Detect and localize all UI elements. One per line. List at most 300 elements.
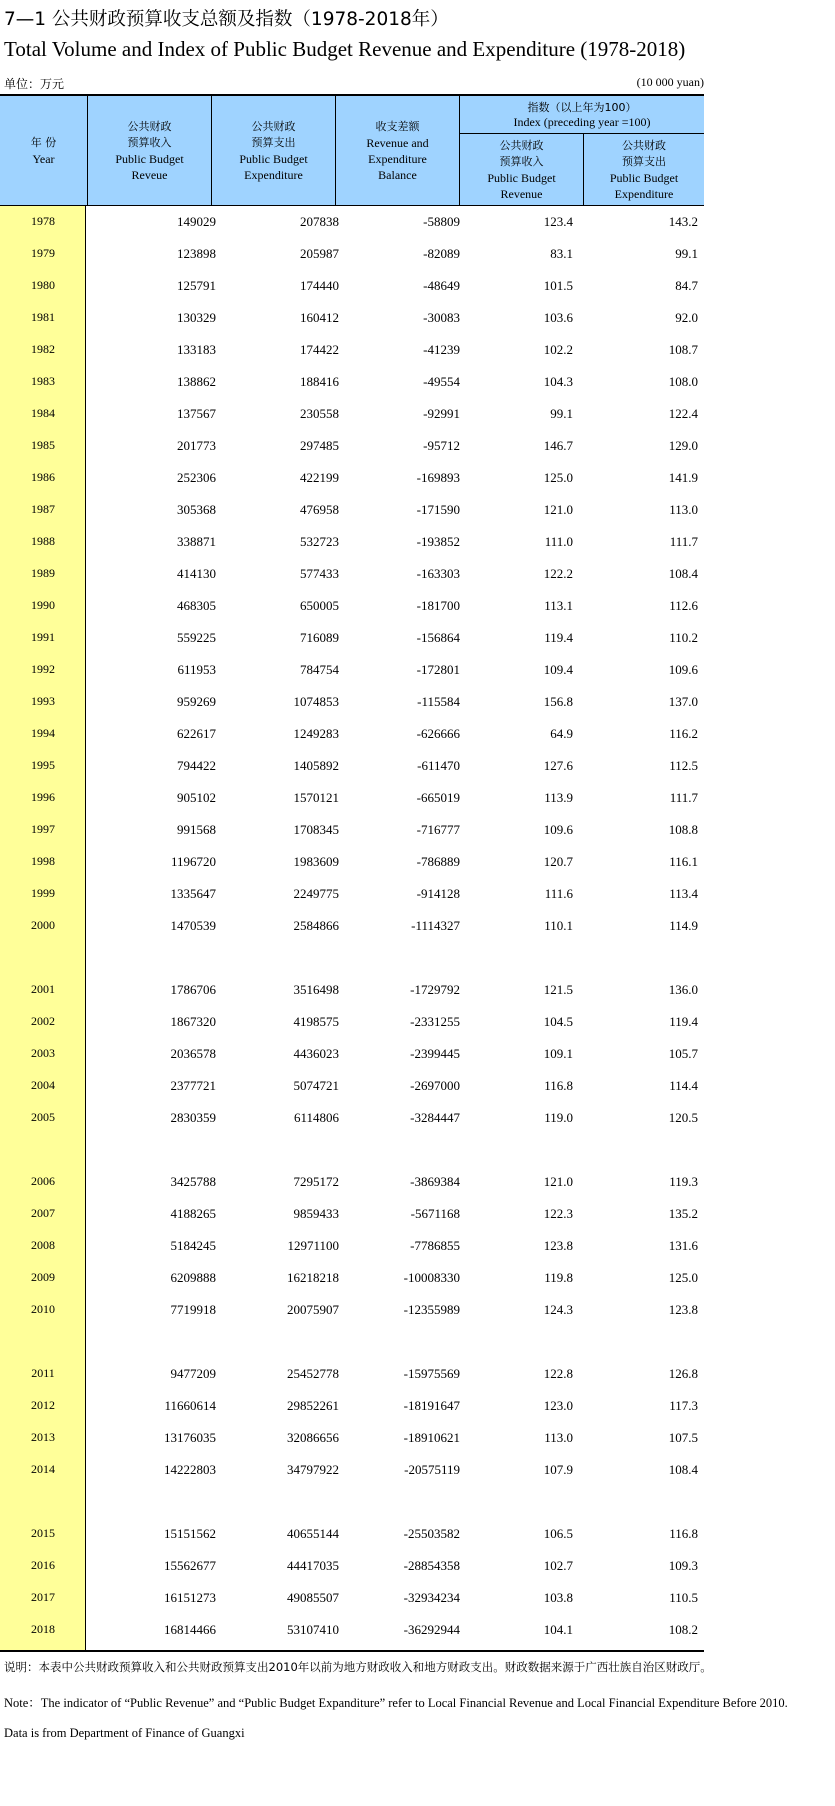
cell-expenditure: 188416 (300, 374, 339, 389)
table-row (0, 1614, 704, 1646)
cell-balance: -163303 (416, 566, 460, 581)
cell-index-expenditure: 109.6 (668, 662, 698, 677)
cell-expenditure: 532723 (300, 534, 339, 549)
cell-index-revenue: 109.4 (543, 662, 573, 677)
header-revenue (87, 96, 211, 206)
table-row (0, 1390, 704, 1422)
table-row (0, 878, 704, 910)
cell-year: 2015 (31, 1526, 55, 1540)
table-row (0, 238, 704, 270)
cell-revenue: 338871 (177, 534, 216, 549)
cell-balance: -1114327 (411, 918, 460, 933)
cell-revenue: 123898 (177, 246, 216, 261)
cell-balance: -2331255 (410, 1014, 460, 1029)
cell-balance: -20575119 (404, 1462, 460, 1477)
cell-balance: -15975569 (403, 1366, 460, 1381)
cell-index-expenditure: 126.8 (668, 1366, 698, 1381)
cell-index-expenditure: 116.8 (669, 1526, 698, 1541)
cell-year: 1981 (31, 310, 55, 324)
cell-revenue: 2377721 (170, 1078, 216, 1093)
cell-revenue: 2036578 (170, 1046, 216, 1061)
cell-balance: -193852 (416, 534, 460, 549)
cell-expenditure: 20075907 (287, 1302, 339, 1317)
header-index-revenue-cn-2: 预算收入 (499, 155, 544, 168)
header-expenditure-cn-2: 预算支出 (251, 136, 296, 149)
cell-index-expenditure: 135.2 (668, 1206, 698, 1221)
cell-year: 1989 (31, 566, 55, 580)
cell-year: 1992 (31, 662, 55, 676)
header-balance (335, 96, 459, 206)
cell-index-expenditure: 114.9 (669, 918, 698, 933)
table-bottom-rule (0, 1650, 704, 1652)
cell-expenditure: 1708345 (293, 822, 339, 837)
header-expenditure-cn-1: 公共财政 (251, 120, 296, 133)
table-row (0, 494, 704, 526)
cell-balance: -10008330 (403, 1270, 460, 1285)
table-row (0, 1422, 704, 1454)
cell-year: 2008 (31, 1238, 55, 1252)
cell-index-expenditure: 136.0 (668, 982, 698, 997)
cell-index-expenditure: 110.2 (669, 630, 698, 645)
cell-index-revenue: 104.3 (543, 374, 573, 389)
cell-index-expenditure: 122.4 (668, 406, 698, 421)
table-row (0, 526, 704, 558)
cell-year: 1978 (31, 214, 55, 228)
cell-index-revenue: 123.0 (543, 1398, 573, 1413)
cell-revenue: 133183 (177, 342, 216, 357)
cell-index-expenditure: 111.7 (669, 790, 698, 805)
table-row (0, 398, 704, 430)
note-cn: 说明：本表中公共财政预算收入和公共财政预算支出2010年以前为地方财政收入和地方财政支出。财政数据来源于广西壮族自治区财政厅。 (4, 1660, 712, 1674)
cell-revenue: 1470539 (170, 918, 216, 933)
cell-year: 1990 (31, 598, 55, 612)
cell-expenditure: 1570121 (293, 790, 339, 805)
cell-year: 1983 (31, 374, 55, 388)
header-index-expenditure-en-1: Public Budget (609, 171, 679, 185)
cell-revenue: 11660614 (164, 1398, 216, 1413)
cell-index-expenditure: 111.7 (669, 534, 698, 549)
header-year-cn: 年 份 (30, 136, 57, 149)
cell-balance: -7786855 (410, 1238, 460, 1253)
unit-label-cn: 单位：万元 (4, 77, 65, 91)
cell-expenditure: 207838 (300, 214, 339, 229)
cell-year: 2004 (31, 1078, 55, 1092)
cell-balance: -95712 (423, 438, 460, 453)
cell-year: 1988 (31, 534, 55, 548)
cell-revenue: 905102 (177, 790, 216, 805)
cell-expenditure: 44417035 (287, 1558, 339, 1573)
cell-expenditure: 34797922 (287, 1462, 339, 1477)
cell-index-revenue: 124.3 (543, 1302, 573, 1317)
header-expenditure-en-1: Public Budget (239, 152, 308, 166)
cell-balance: -3284447 (410, 1110, 460, 1125)
table-row (0, 1038, 704, 1070)
cell-index-revenue: 109.6 (543, 822, 573, 837)
header-revenue-cn-1: 公共财政 (127, 120, 172, 133)
cell-balance: -36292944 (403, 1622, 460, 1637)
cell-revenue: 1786706 (170, 982, 216, 997)
cell-revenue: 3425788 (170, 1174, 216, 1189)
cell-balance: -626666 (416, 726, 460, 741)
cell-index-expenditure: 120.5 (668, 1110, 698, 1125)
table-row (0, 622, 704, 654)
cell-index-revenue: 125.0 (543, 470, 573, 485)
cell-expenditure: 40655144 (287, 1526, 339, 1541)
cell-revenue: 4188265 (170, 1206, 216, 1221)
table-row (0, 1102, 704, 1134)
cell-revenue: 414130 (177, 566, 216, 581)
cell-year: 1982 (31, 342, 55, 356)
cell-expenditure: 9859433 (293, 1206, 339, 1221)
cell-revenue: 138862 (177, 374, 216, 389)
table-row (0, 654, 704, 686)
cell-balance: -49554 (423, 374, 460, 389)
cell-index-revenue: 119.8 (544, 1270, 573, 1285)
table-row (0, 686, 704, 718)
cell-index-revenue: 111.0 (544, 534, 573, 549)
cell-balance: -5671168 (410, 1206, 460, 1221)
table-row (0, 846, 704, 878)
cell-index-expenditure: 108.7 (668, 342, 698, 357)
cell-index-revenue: 104.5 (543, 1014, 573, 1029)
cell-balance: -41239 (423, 342, 460, 357)
table-row (0, 366, 704, 398)
table-row (0, 1294, 704, 1326)
cell-revenue: 15151562 (164, 1526, 216, 1541)
header-year-en: Year (32, 152, 55, 166)
cell-index-expenditure: 108.8 (668, 822, 698, 837)
cell-index-expenditure: 84.7 (675, 278, 698, 293)
cell-year: 1994 (31, 726, 55, 740)
cell-year: 1993 (31, 694, 55, 708)
cell-year: 2013 (31, 1430, 55, 1444)
header-revenue-cn-2: 预算收入 (127, 136, 172, 149)
cell-balance: -30083 (423, 310, 460, 325)
cell-revenue: 305368 (177, 502, 216, 517)
header-index-revenue-en-2: Revenue (500, 187, 543, 201)
cell-revenue: 14222803 (164, 1462, 216, 1477)
cell-revenue: 5184245 (170, 1238, 216, 1253)
table-row (0, 462, 704, 494)
cell-revenue: 959269 (177, 694, 216, 709)
cell-expenditure: 4436023 (293, 1046, 339, 1061)
cell-index-expenditure: 113.4 (669, 886, 698, 901)
cell-year: 1980 (31, 278, 55, 292)
cell-index-expenditure: 114.4 (669, 1078, 698, 1093)
header-index-revenue (459, 134, 583, 206)
cell-expenditure: 476958 (300, 502, 339, 517)
cell-index-revenue: 113.1 (544, 598, 573, 613)
cell-expenditure: 6114806 (293, 1110, 339, 1125)
cell-revenue: 2830359 (170, 1110, 216, 1125)
cell-year: 2001 (31, 982, 55, 996)
cell-balance: -169893 (416, 470, 460, 485)
cell-index-revenue: 104.1 (543, 1622, 573, 1637)
cell-year: 1984 (31, 406, 55, 420)
cell-expenditure: 32086656 (287, 1430, 339, 1445)
cell-revenue: 6209888 (170, 1270, 216, 1285)
cell-year: 1979 (31, 246, 55, 260)
header-index-expenditure-cn-1: 公共财政 (622, 139, 666, 152)
cell-index-revenue: 107.9 (543, 1462, 573, 1477)
cell-balance: -181700 (416, 598, 460, 613)
table-row (0, 974, 704, 1006)
cell-balance: -2697000 (410, 1078, 460, 1093)
cell-index-revenue: 123.4 (543, 214, 573, 229)
cell-index-revenue: 119.4 (544, 630, 573, 645)
cell-index-revenue: 122.8 (543, 1366, 573, 1381)
cell-index-expenditure: 131.6 (668, 1238, 698, 1253)
header-balance-en-2: Expenditure (368, 152, 427, 166)
page-title-en: Total Volume and Index of Public Budget Revenue and Expenditure (1978-2018) (4, 37, 686, 61)
cell-expenditure: 1249283 (293, 726, 339, 741)
cell-balance: -48649 (423, 278, 460, 293)
table-row (0, 1582, 704, 1614)
table-row (0, 910, 704, 942)
cell-index-revenue: 106.5 (543, 1526, 573, 1541)
cell-index-expenditure: 113.0 (669, 502, 698, 517)
cell-index-expenditure: 99.1 (675, 246, 698, 261)
cell-expenditure: 297485 (300, 438, 339, 453)
cell-balance: -25503582 (403, 1526, 460, 1541)
cell-index-revenue: 120.7 (543, 854, 573, 869)
cell-revenue: 991568 (177, 822, 216, 837)
cell-index-expenditure: 123.8 (668, 1302, 698, 1317)
cell-index-expenditure: 112.6 (669, 598, 698, 613)
cell-expenditure: 577433 (300, 566, 339, 581)
cell-year: 2000 (31, 918, 55, 932)
cell-index-revenue: 127.6 (543, 758, 573, 773)
table-row (0, 782, 704, 814)
cell-revenue: 1867320 (170, 1014, 216, 1029)
cell-balance: -82089 (423, 246, 460, 261)
cell-expenditure: 784754 (300, 662, 339, 677)
header-expenditure (211, 96, 335, 206)
cell-index-revenue: 103.8 (543, 1590, 573, 1605)
cell-revenue: 16814466 (164, 1622, 216, 1637)
cell-expenditure: 4198575 (293, 1014, 339, 1029)
cell-revenue: 13176035 (164, 1430, 216, 1445)
cell-index-expenditure: 117.3 (669, 1398, 698, 1413)
cell-expenditure: 12971100 (287, 1238, 339, 1253)
cell-index-revenue: 119.0 (544, 1110, 573, 1125)
table-row (0, 1454, 704, 1486)
header-revenue-en-2: Reveue (131, 168, 168, 182)
cell-revenue: 130329 (177, 310, 216, 325)
cell-index-revenue: 121.5 (543, 982, 573, 997)
cell-balance: -3869384 (410, 1174, 460, 1189)
table-row (0, 1518, 704, 1550)
cell-expenditure: 230558 (300, 406, 339, 421)
cell-index-revenue: 64.9 (550, 726, 573, 741)
note-en: Note：The indicator of “Public Revenue” and “Public Budget Expanditure” refer to Local Financial Revenue and Local Financial Expenditure Before 2010. (4, 1696, 788, 1710)
cell-expenditure: 422199 (300, 470, 339, 485)
cell-revenue: 468305 (177, 598, 216, 613)
cell-revenue: 125791 (177, 278, 216, 293)
cell-index-revenue: 113.9 (544, 790, 573, 805)
cell-year: 2014 (31, 1462, 55, 1476)
cell-balance: -28854358 (403, 1558, 460, 1573)
cell-expenditure: 205987 (300, 246, 339, 261)
cell-expenditure: 174440 (300, 278, 339, 293)
cell-year: 2017 (31, 1590, 55, 1604)
cell-revenue: 559225 (177, 630, 216, 645)
cell-balance: -1729792 (410, 982, 460, 997)
cell-expenditure: 29852261 (287, 1398, 339, 1413)
header-expenditure-en-2: Expenditure (244, 168, 303, 182)
cell-index-revenue: 146.7 (543, 438, 573, 453)
cell-year: 1998 (31, 854, 55, 868)
cell-revenue: 252306 (177, 470, 216, 485)
table-row (0, 302, 704, 334)
cell-index-revenue: 99.1 (550, 406, 573, 421)
cell-revenue: 201773 (177, 438, 216, 453)
cell-balance: -115584 (417, 694, 460, 709)
cell-expenditure: 7295172 (293, 1174, 339, 1189)
cell-index-revenue: 113.0 (544, 1430, 573, 1445)
cell-revenue: 7719918 (170, 1302, 216, 1317)
cell-index-expenditure: 108.2 (668, 1622, 698, 1637)
cell-index-revenue: 123.8 (543, 1238, 573, 1253)
cell-index-revenue: 103.6 (543, 310, 573, 325)
cell-year: 2018 (31, 1622, 55, 1636)
cell-year: 2012 (31, 1398, 55, 1412)
cell-revenue: 137567 (177, 406, 216, 421)
header-balance-cn: 收支差额 (375, 120, 420, 133)
header-index-revenue-cn-1: 公共财政 (499, 139, 544, 152)
cell-year: 2009 (31, 1270, 55, 1284)
cell-balance: -2399445 (410, 1046, 460, 1061)
cell-expenditure: 16218218 (287, 1270, 339, 1285)
table-row (0, 1230, 704, 1262)
cell-index-expenditure: 143.2 (668, 214, 698, 229)
cell-index-revenue: 122.3 (543, 1206, 573, 1221)
header-balance-en-3: Balance (378, 168, 417, 182)
cell-year: 1997 (31, 822, 55, 836)
header-index-revenue-en-1: Public Budget (487, 171, 556, 185)
cell-balance: -665019 (416, 790, 460, 805)
cell-revenue: 15562677 (164, 1558, 216, 1573)
cell-index-expenditure: 141.9 (668, 470, 698, 485)
cell-balance: -156864 (416, 630, 460, 645)
cell-expenditure: 3516498 (293, 982, 339, 997)
unit-label-en: (10 000 yuan) (636, 75, 704, 89)
header-index-expenditure (583, 134, 704, 206)
cell-index-expenditure: 109.3 (668, 1558, 698, 1573)
table-row (0, 1262, 704, 1294)
cell-revenue: 611953 (177, 662, 216, 677)
cell-year: 2016 (31, 1558, 55, 1572)
cell-index-revenue: 109.1 (543, 1046, 573, 1061)
cell-year: 1991 (31, 630, 55, 644)
cell-index-revenue: 111.6 (544, 886, 573, 901)
note-source: Data is from Department of Finance of Guangxi (4, 1726, 245, 1740)
header-year (0, 96, 87, 206)
cell-year: 2010 (31, 1302, 55, 1316)
cell-year: 1985 (31, 438, 55, 452)
cell-index-expenditure: 92.0 (675, 310, 698, 325)
cell-balance: -18910621 (403, 1430, 460, 1445)
cell-expenditure: 5074721 (293, 1078, 339, 1093)
cell-year: 2005 (31, 1110, 55, 1124)
cell-year: 2011 (31, 1366, 55, 1380)
header-index-cn: 指数（以上年为100） (527, 100, 637, 114)
table-row (0, 1006, 704, 1038)
table-row (0, 718, 704, 750)
table-row (0, 334, 704, 366)
cell-balance: -172801 (416, 662, 460, 677)
cell-year: 2007 (31, 1206, 55, 1220)
cell-index-revenue: 121.0 (543, 1174, 573, 1189)
header-revenue-en-1: Public Budget (115, 152, 184, 166)
cell-revenue: 9477209 (170, 1366, 216, 1381)
page-title-cn: 7—1 公共财政预算收支总额及指数（1978-2018年） (4, 9, 449, 30)
table-row (0, 558, 704, 590)
cell-balance: -32934234 (403, 1590, 460, 1605)
cell-expenditure: 716089 (300, 630, 339, 645)
cell-year: 1986 (31, 470, 55, 484)
cell-expenditure: 160412 (300, 310, 339, 325)
cell-expenditure: 650005 (300, 598, 339, 613)
header-index-group (459, 96, 704, 134)
cell-expenditure: 1074853 (293, 694, 339, 709)
cell-balance: -171590 (416, 502, 460, 517)
cell-balance: -18191647 (403, 1398, 460, 1413)
cell-revenue: 794422 (177, 758, 216, 773)
cell-year: 2002 (31, 1014, 55, 1028)
cell-year: 1995 (31, 758, 55, 772)
table-row (0, 1358, 704, 1390)
cell-index-expenditure: 119.3 (669, 1174, 698, 1189)
cell-expenditure: 2249775 (293, 886, 339, 901)
cell-index-expenditure: 116.2 (669, 726, 698, 741)
cell-balance: -716777 (416, 822, 460, 837)
cell-index-revenue: 102.2 (543, 342, 573, 357)
cell-index-expenditure: 137.0 (668, 694, 698, 709)
cell-index-revenue: 101.5 (543, 278, 573, 293)
cell-index-expenditure: 107.5 (668, 1430, 698, 1445)
table-row (0, 1166, 704, 1198)
cell-index-revenue: 156.8 (543, 694, 573, 709)
cell-year: 2003 (31, 1046, 55, 1060)
table-header (0, 96, 704, 206)
cell-expenditure: 174422 (300, 342, 339, 357)
cell-balance: -611470 (417, 758, 460, 773)
table-row (0, 206, 704, 238)
cell-balance: -58809 (423, 214, 460, 229)
cell-balance: -786889 (416, 854, 460, 869)
cell-balance: -914128 (416, 886, 460, 901)
cell-index-expenditure: 108.4 (668, 566, 698, 581)
cell-expenditure: 2584866 (293, 918, 339, 933)
cell-index-expenditure: 119.4 (669, 1014, 698, 1029)
cell-index-expenditure: 125.0 (668, 1270, 698, 1285)
header-index-expenditure-cn-2: 预算支出 (622, 155, 666, 168)
cell-index-expenditure: 112.5 (669, 758, 698, 773)
table-row (0, 1070, 704, 1102)
cell-expenditure: 49085507 (287, 1590, 339, 1605)
table-row (0, 814, 704, 846)
cell-balance: -12355989 (403, 1302, 460, 1317)
cell-index-expenditure: 105.7 (668, 1046, 698, 1061)
cell-index-revenue: 83.1 (550, 246, 573, 261)
cell-revenue: 1335647 (170, 886, 216, 901)
cell-revenue: 1196720 (170, 854, 216, 869)
table-row (0, 590, 704, 622)
cell-revenue: 16151273 (164, 1590, 216, 1605)
cell-year: 2006 (31, 1174, 55, 1188)
cell-index-expenditure: 129.0 (668, 438, 698, 453)
